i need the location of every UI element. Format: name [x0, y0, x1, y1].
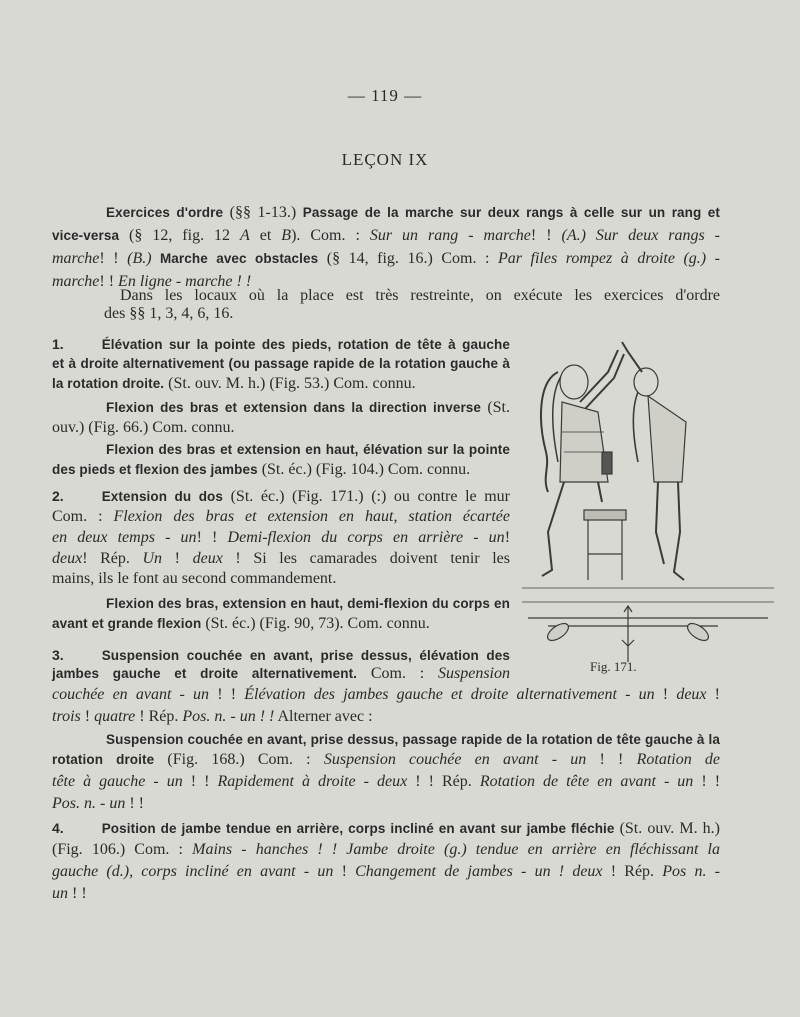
figure-171-illustration [518, 332, 780, 682]
ex3-line-3: couchée en avant - un ! ! Élévation des jambes gauche et droite alternativement - un ! deux ! [52, 686, 721, 703]
lesson-title: LEÇON IX [341, 150, 429, 169]
ex1-line-3: la rotation droite. (St. ouv. M. h.) (Fig. 53.) Com. connu. [52, 375, 416, 392]
ex2-number: 2. [52, 488, 64, 504]
ex4-line-3: gauche (d.), corps incliné en avant - un ! Changement de jambes - un ! deux ! Rép. Pos n. - [52, 863, 721, 880]
intro-line-2: vice-versa (§ 12, fig. 12 A et B). Com. : Sur un rang - marche! ! (A.) Sur deux rangs - [52, 227, 721, 244]
ex1-line-1: 1. Élévation sur la pointe des pieds, rotation de tête à gauche [52, 336, 510, 352]
ex2-line-4: deux! Rép. Un ! deux ! Si les camarades doivent tenir les [52, 550, 511, 567]
ex2-line-6: Flexion des bras, extension en haut, demi-flexion du corps en [106, 596, 510, 611]
intro-line-5: Dans les locaux où la place est très restreinte, on exécute les exercices d'ordre [120, 287, 720, 304]
ex1-line-7: des pieds et flexion des jambes (St. éc.) (Fig. 104.) Com. connu. [52, 461, 471, 478]
ex2-line-5: mains, ils le font au second commandement. [52, 570, 337, 587]
ex1-line-4: Flexion des bras et extension dans la direction inverse (St. [106, 399, 511, 416]
ex2-line-7: avant et grande flexion (St. éc.) (Fig. 90, 73). Com. connu. [52, 615, 430, 632]
ex1-line-2: et à droite alternativement (ou passage rapide de la rotation gauche à [52, 356, 510, 371]
page-number: — 119 — [347, 86, 423, 105]
intro-line-1: Exercices d'ordre (§§ 1-13.) Passage de la marche sur deux rangs à celle sur un rang et [106, 204, 720, 221]
intro-line-4: marche! ! En ligne - marche ! ! [52, 273, 252, 290]
ex3-line-2: jambes gauche et droite alternativement. Com. : Suspension [52, 665, 510, 682]
ex3-line-4: trois ! quatre ! Rép. Pos. n. - un ! ! Alterner avec : [52, 708, 373, 725]
ex4-line-2: (Fig. 106.) Com. : Mains - hanches ! ! Jambe droite (g.) tendue en arrière en fléchissant la [52, 841, 721, 858]
ex2-line-2: Com. : Flexion des bras et extension en haut, station écartée [52, 508, 511, 525]
ex2-line-3: en deux temps - un! ! Demi-flexion du corps en arrière - un! [52, 529, 511, 546]
ex1-line-6: Flexion des bras et extension en haut, élévation sur la pointe [106, 442, 510, 457]
ex4-line-4: un ! ! [52, 885, 87, 902]
ex4-line-1: 4. Position de jambe tendue en arrière, corps incliné en avant sur jambe fléchie (St. ouv. M. h.) [52, 820, 721, 837]
ex3-line-6: rotation droite (Fig. 168.) Com. : Suspension couchée en avant - un ! ! Rotation de [52, 751, 721, 768]
ex3-number: 3. [52, 647, 64, 663]
ex1-number: 1. [52, 336, 64, 352]
ex3-line-5: Suspension couchée en avant, prise dessus, passage rapide de la rotation de tête gauche à la [106, 732, 720, 747]
ex4-number: 4. [52, 820, 64, 836]
intro-line-3: marche! ! (B.) Marche avec obstacles (§ 14, fig. 16.) Com. : Par files rompez à droite (g.) - [52, 250, 720, 267]
figure-caption: Fig. 171. [590, 659, 637, 674]
ex1-line-5: ouv.) (Fig. 66.) Com. connu. [52, 419, 235, 436]
intro-line-6: des §§ 1, 3, 4, 6, 16. [104, 305, 234, 322]
ex3-line-7: tête à gauche - un ! ! Rapidement à droite - deux ! ! Rép. Rotation de tête en avant - un ! ! [52, 773, 721, 790]
ex3-line-1: 3. Suspension couchée en avant, prise dessus, élévation des [52, 647, 510, 663]
ex3-line-8: Pos. n. - un ! ! [52, 795, 144, 812]
ex2-line-1: 2. Extension du dos (St. éc.) (Fig. 171.) (:) ou contre le mur [52, 488, 510, 505]
